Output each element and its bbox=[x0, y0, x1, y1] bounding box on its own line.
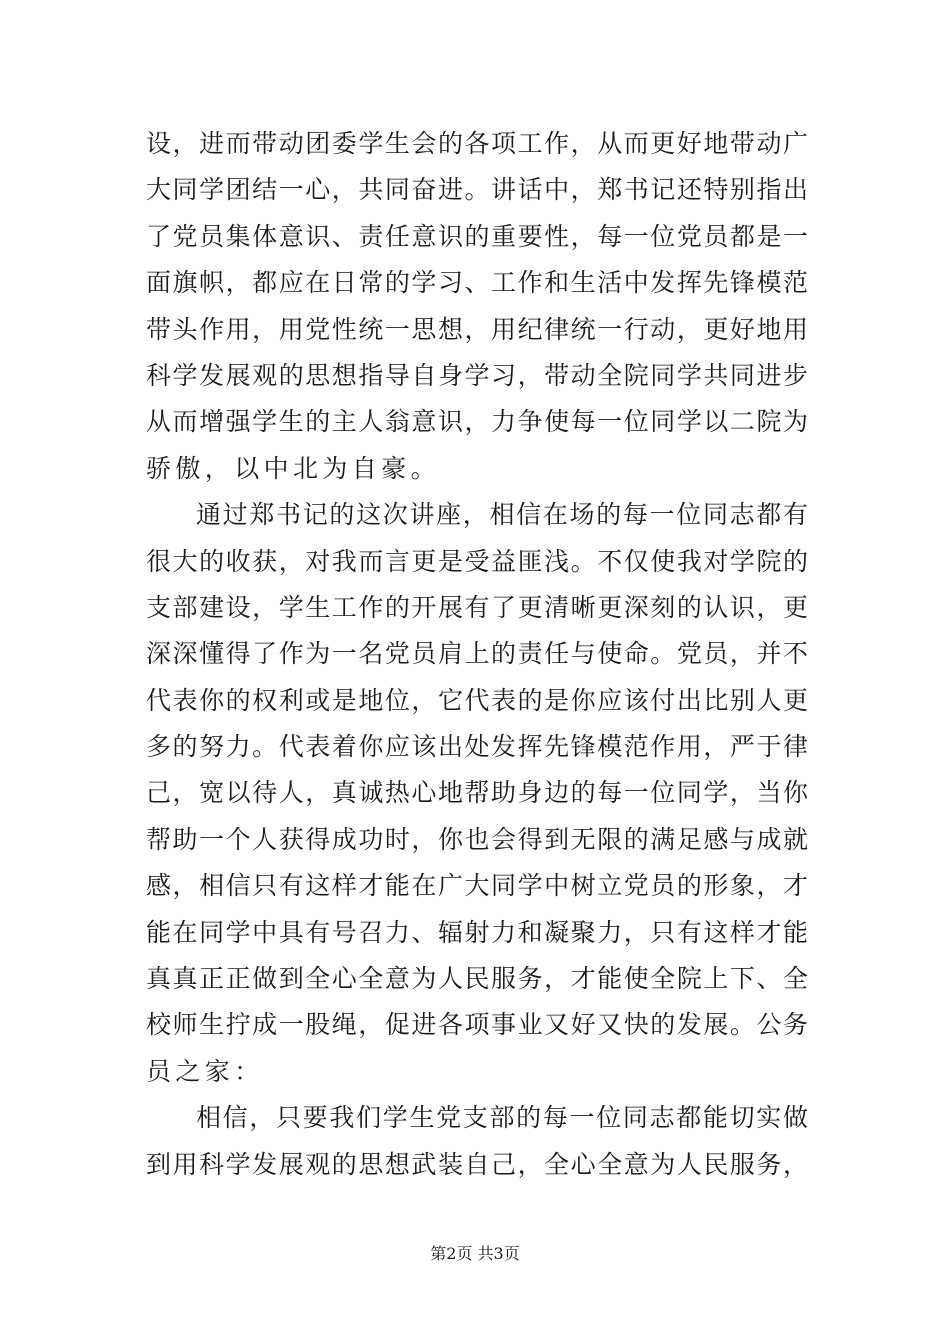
paragraph-start-line: 通过郑书记的这次讲座，相信在场的每一位同志都有 bbox=[196, 500, 808, 530]
text-line: 代表你的权利或是地位，它代表的是你应该付出比别人更 bbox=[146, 685, 808, 715]
text-line: 到用科学发展观的思想武装自己，全心全意为人民服务， bbox=[146, 1149, 808, 1179]
text-line: 多的努力。代表着你应该出处发挥先锋模范作用，严于律 bbox=[146, 732, 808, 762]
text-line: 支部建设，学生工作的开展有了更清晰更深刻的认识，更 bbox=[146, 592, 808, 622]
text-line: 己，宽以待人，真诚热心地帮助身边的每一位同学，当你 bbox=[146, 778, 808, 808]
text-line: 科学发展观的思想指导自身学习，带动全院同学共同进步 bbox=[146, 360, 808, 390]
text-line: 设，进而带动团委学生会的各项工作，从而更好地带动广 bbox=[146, 129, 808, 158]
text-line: 真真正正做到全心全意为人民服务，才能使全院上下、全 bbox=[146, 964, 808, 994]
text-line: 校师生拧成一股绳，促进各项事业又好又快的发展。公务 bbox=[146, 1010, 808, 1040]
text-line: 了党员集体意识、责任意识的重要性，每一位党员都是一 bbox=[146, 221, 808, 251]
body-text bbox=[146, 121, 808, 1188]
text-line: 帮助一个人获得成功时，你也会得到无限的满足感与成就 bbox=[146, 824, 808, 854]
text-line: 面旗帜，都应在日常的学习、工作和生活中发挥先锋模范 bbox=[146, 268, 808, 298]
page-number-footer: 第2页 共3页 bbox=[430, 1244, 520, 1263]
text-line: 深深懂得了作为一名党员肩上的责任与使命。党员，并不 bbox=[146, 639, 808, 669]
text-line: 感，相信只有这样才能在广大同学中树立党员的形象，才 bbox=[146, 871, 808, 901]
text-line: 带头作用，用党性统一思想，用纪律统一行动，更好地用 bbox=[146, 314, 808, 344]
text-line: 很大的收获，对我而言更是受益匪浅。不仅使我对学院的 bbox=[146, 546, 808, 576]
text-line: 骄傲，以中北为自豪。 bbox=[146, 453, 441, 483]
text-line: 员之家： bbox=[146, 1056, 264, 1086]
text-line: 能在同学中具有号召力、辐射力和凝聚力，只有这样才能 bbox=[146, 917, 808, 947]
text-line: 从而增强学生的主人翁意识，力争使每一位同学以二院为 bbox=[146, 407, 808, 437]
paragraph-start-line: 相信，只要我们学生党支部的每一位同志都能切实做 bbox=[196, 1103, 808, 1133]
text-line: 大同学团结一心，共同奋进。讲话中，郑书记还特别指出 bbox=[146, 175, 808, 205]
